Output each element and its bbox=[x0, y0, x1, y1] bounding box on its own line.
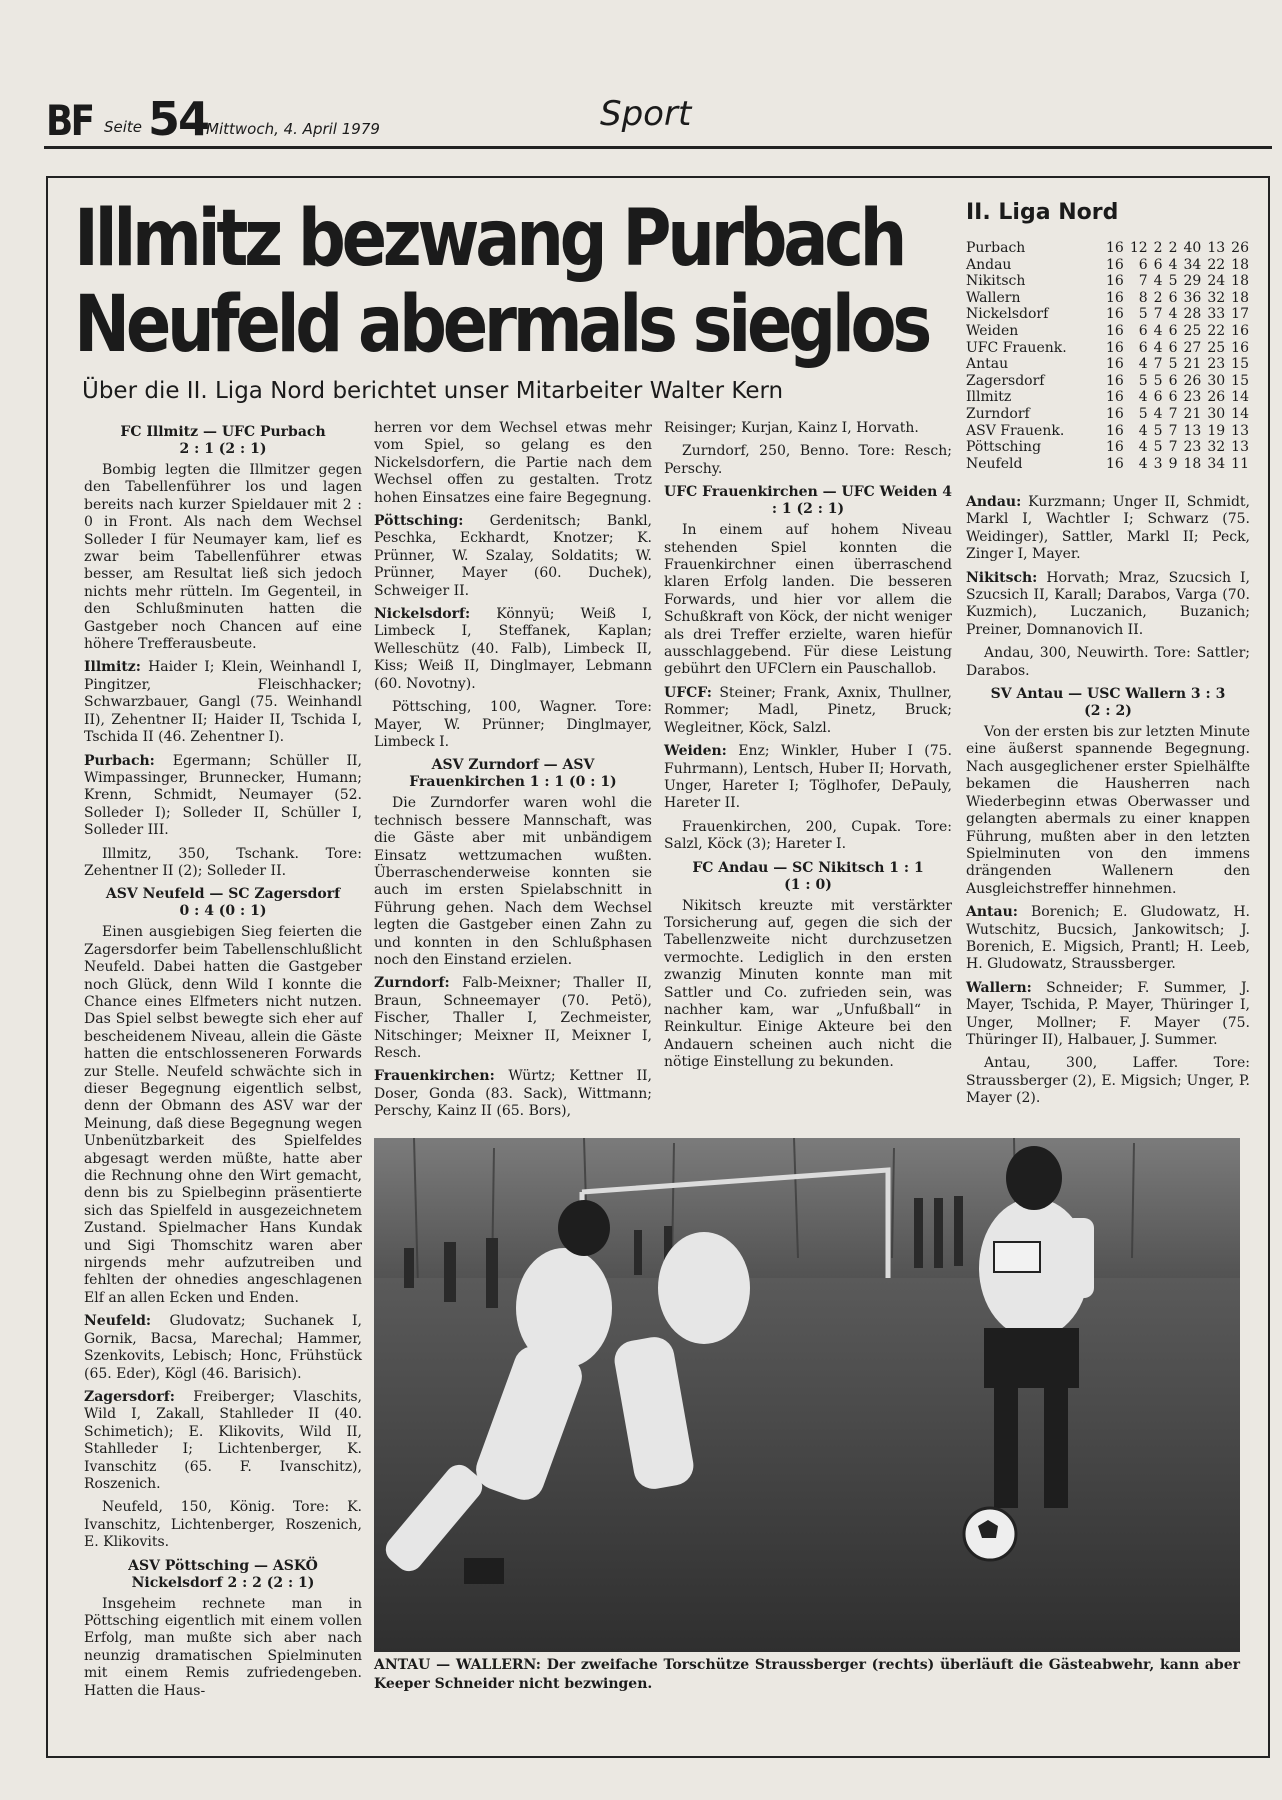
paper-logo: BF bbox=[46, 96, 93, 145]
page-label: Seite bbox=[104, 118, 143, 136]
standings-value: 32 bbox=[1207, 439, 1226, 456]
standings-value: 18 bbox=[1231, 273, 1249, 290]
standings-value: 6 bbox=[1168, 289, 1178, 306]
standings-value: 7 bbox=[1168, 439, 1178, 456]
match-info: Illmitz, 350, Tschank. Tore: Zehentner II (2); Solleder II. bbox=[84, 845, 362, 879]
standings-value: 4 bbox=[1168, 306, 1178, 323]
lineup-players: Enz; Winkler, Huber I (75. Fuhrmann), Lentsch, Huber II; Horvath, Unger, Hareter I; Töglhofer, DePauly, Hareter II. bbox=[664, 743, 953, 812]
standings-value: 4 bbox=[1153, 273, 1163, 290]
headline-line-2: Neufeld abermals sieglos bbox=[74, 280, 928, 370]
lineup-team: Zurndorf: bbox=[374, 975, 450, 992]
masthead bbox=[44, 88, 1274, 148]
standings-value: 4 bbox=[1153, 405, 1163, 422]
lineup bbox=[966, 570, 1250, 640]
standings-value: 26 bbox=[1231, 240, 1249, 256]
standings-value: 6 bbox=[1138, 322, 1148, 339]
standings-value: 8 bbox=[1138, 289, 1148, 306]
standings-value: 16 bbox=[1106, 273, 1124, 290]
match-report: Die Zurndorfer waren wohl die technisch bessere Mannschaft, was die Gäste aber mit unbändigem Einsatz wettzumachen wußten. Überraschenderweise konnten sie auch im ersten Spielabschnitt in Führung gehen. Nach dem Wechsel legten die Gastgeber einen Zahn zu und konnten in den Schlußphasen noch den Einstand erzielen. bbox=[374, 795, 652, 968]
section-title: Sport bbox=[600, 94, 692, 134]
match-report: Insgeheim rechnete man in Pöttsching eigentlich mit einem vollen Erfolg, man mußte sich aber nach neunzig dramatischen Spielminuten mit einem Remis zufriedengeben. Hatten die Haus- bbox=[84, 1595, 362, 1699]
match-photo bbox=[374, 1138, 1240, 1652]
standings-team: Illmitz bbox=[966, 389, 1012, 406]
standings-value: 16 bbox=[1106, 356, 1124, 373]
match-info: Frauenkirchen, 200, Cupak. Tore: Salzl, Köck (3); Hareter I. bbox=[664, 818, 952, 853]
standings-value: 13 bbox=[1231, 422, 1249, 439]
standings-value: 7 bbox=[1153, 356, 1163, 373]
lineup-team: Nikitsch: bbox=[966, 569, 1038, 586]
lineup-players: Egermann; Schüller II, Wimpassinger, Brunnecker, Humann; Krenn, Schmidt, Neumayer (52. Solleder I); Solleder II, Schüller I, Solleder III. bbox=[84, 752, 363, 839]
standings-table bbox=[966, 240, 1249, 472]
standings-team: Pöttsching bbox=[966, 439, 1042, 456]
standings-value: 5 bbox=[1153, 422, 1163, 439]
standings-value: 30 bbox=[1207, 405, 1226, 422]
standings-value: 4 bbox=[1138, 439, 1148, 456]
standings-row bbox=[966, 290, 1249, 307]
lineup-team: Frauenkirchen: bbox=[374, 1068, 495, 1085]
lineup-team: Weiden: bbox=[664, 743, 727, 760]
match-title: SV Antau — USC Wallern 3 : 3 bbox=[990, 686, 1226, 703]
standings-value: 6 bbox=[1168, 372, 1178, 389]
standings-value: 4 bbox=[1168, 256, 1178, 273]
standings-value: 16 bbox=[1106, 322, 1124, 339]
standings-value: 16 bbox=[1106, 439, 1124, 456]
standings-value: 13 bbox=[1207, 240, 1226, 256]
standings-value: 16 bbox=[1106, 405, 1124, 422]
match-title: ASV Pöttsching — ASKÖ Nickelsdorf 2 : 2 (2 : 1) bbox=[128, 1557, 318, 1591]
standings-value: 33 bbox=[1207, 306, 1226, 323]
standings-value: 23 bbox=[1183, 439, 1202, 456]
standings-value: 15 bbox=[1231, 356, 1249, 373]
lineup-team: Andau: bbox=[966, 494, 1022, 510]
standings-value: 5 bbox=[1168, 356, 1178, 373]
standings-team: Nickelsdorf bbox=[966, 306, 1049, 323]
subheadline: Über die II. Liga Nord berichtet unser Mitarbeiter Walter Kern bbox=[82, 378, 784, 404]
standings-team: Wallern bbox=[966, 289, 1021, 306]
lineup-players: Haider I; Klein, Weinhandl I, Pingitzer, Fleischhacker; Schwarzbauer, Gangl (75. Weinhandl II), Zehentner II; Haider II, Tschida I, Tschida II (46. Zehentner I). bbox=[84, 659, 363, 746]
standings-value: 12 bbox=[1129, 240, 1148, 256]
match-heading bbox=[374, 757, 652, 791]
standings-value: 28 bbox=[1183, 306, 1202, 323]
standings-value: 11 bbox=[1231, 455, 1249, 472]
standings-team: ASV Frauenk. bbox=[966, 422, 1065, 439]
standings-value: 16 bbox=[1231, 322, 1249, 339]
standings-value: 9 bbox=[1168, 455, 1178, 472]
column-2 bbox=[374, 420, 652, 1127]
standings-value: 26 bbox=[1207, 389, 1226, 406]
issue-date: Mittwoch, 4. April 1979 bbox=[206, 120, 380, 138]
lineup-players: Kurzmann; Unger II, Schmidt, Markl I, Wachtler I; Schwarz (75. Weidinger), Sattler, Markl II; Peck, Zinger I, Mayer. bbox=[966, 494, 1251, 563]
lineup bbox=[84, 1389, 362, 1493]
photo-caption: ANTAU — WALLERN: Der zweifache Torschütze Straussberger (rechts) überläuft die Gästeabwehr, kann aber Keeper Schneider nicht bezwingen. bbox=[374, 1657, 1240, 1692]
lineup-team: Purbach: bbox=[84, 752, 155, 769]
match-score: 0 : 4 (0 : 1) bbox=[179, 903, 267, 920]
standings-value: 18 bbox=[1183, 455, 1202, 472]
standings-value: 34 bbox=[1207, 455, 1226, 472]
standings-value: 4 bbox=[1153, 322, 1163, 339]
standings-value: 7 bbox=[1153, 306, 1163, 323]
lineup bbox=[966, 980, 1250, 1050]
standings-row bbox=[966, 340, 1249, 357]
lineup-players: Gerdenitsch; Bankl, Peschka, Eckhardt, Knotzer; K. Prünner, W. Szalay, Soldatits; W. Prünner, Mayer (60. Duchek), Schweiger II. bbox=[374, 513, 652, 599]
lineup bbox=[664, 685, 952, 737]
standings-value: 13 bbox=[1183, 422, 1202, 439]
standings-value: 25 bbox=[1183, 322, 1202, 339]
standings-value: 24 bbox=[1207, 273, 1226, 290]
match-report: Einen ausgiebigen Sieg feierten die Zagersdorfer beim Tabellenschlußlicht Neufeld. Dabei hatten die Gastgeber noch Glück, denn Wild I konnte die Chance eines Elfmeters nicht nutzen. Das Spiel selbst bewegte sich eher auf bescheidenem Niveau, allein die Gäste hatten die entschlosseneren Forwards zur Stelle. Neufeld schwächte sich in dieser Begegnung eigentlich selbst, denn der Obmann des ASV war der Meinung, daß diese Begegnung wegen Unbenützbarkeit des Spielfeldes abgesagt werden müßte, hatte aber die Rechnung ohne den Wirt gemacht, denn bis zu Spielbeginn präsentierte sich das Spielfeld in ausgezeichnetem Zustand. Spielmacher Hans Kundak und Sigi Thomschitz waren aber nirgends mehr aufzutreiben und fehlten der ohnedies angeschlagenen Elf an allen Ecken und Enden. bbox=[84, 924, 362, 1306]
lineup-team: Neufeld: bbox=[84, 1313, 152, 1330]
standings-value: 6 bbox=[1168, 389, 1178, 406]
standings-value: 16 bbox=[1106, 372, 1124, 389]
standings-team: Andau bbox=[966, 256, 1012, 273]
lineup-players: Würtz; Kettner II, Doser, Gonda (83. Sack), Wittmann; Perschy, Kainz II (65. Bors), bbox=[374, 1068, 652, 1120]
standings-value: 22 bbox=[1207, 256, 1226, 273]
standings-value: 3 bbox=[1153, 455, 1163, 472]
standings-value: 21 bbox=[1183, 405, 1202, 422]
standings-team: Zagersdorf bbox=[966, 372, 1045, 389]
column-1 bbox=[84, 420, 362, 1706]
standings-value: 7 bbox=[1168, 405, 1178, 422]
column-4 bbox=[966, 494, 1250, 1114]
standings-value: 5 bbox=[1153, 439, 1163, 456]
standings-value: 6 bbox=[1153, 389, 1163, 406]
standings-value: 16 bbox=[1106, 256, 1124, 273]
lineup-continued: Reisinger; Kurjan, Kainz I, Horvath. bbox=[664, 420, 919, 436]
standings-value: 7 bbox=[1168, 422, 1178, 439]
lineup bbox=[966, 494, 1250, 564]
standings-value: 5 bbox=[1138, 405, 1148, 422]
standings-value: 36 bbox=[1183, 289, 1202, 306]
standings-value: 14 bbox=[1231, 405, 1249, 422]
standings-value: 29 bbox=[1183, 273, 1202, 290]
standings-value: 4 bbox=[1138, 356, 1148, 373]
standings-row bbox=[966, 406, 1249, 423]
lineup-players: Borenich; E. Gludowatz, H. Wutschitz, Bucsich, Jankowitsch; J. Borenich, E. Migsich, Prantl; H. Leeb, H. Gludowatz, Straussberger. bbox=[966, 904, 1250, 973]
standings-value: 23 bbox=[1207, 356, 1226, 373]
standings-value: 16 bbox=[1106, 339, 1124, 356]
lineup-players: Schneider; F. Summer, J. Mayer, Tschida, P. Mayer, Thüringer I, Unger, Mollner; F. Mayer (75. Thüringer II), Halbauer, J. Summer. bbox=[966, 979, 1251, 1048]
standings-value: 6 bbox=[1168, 339, 1178, 356]
match-title: FC Andau — SC Nikitsch 1 : 1 bbox=[692, 859, 924, 876]
match-title: ASV Zurndorf — ASV Frauenkirchen 1 : 1 (0 : 1) bbox=[409, 757, 617, 791]
standings-value: 7 bbox=[1138, 273, 1148, 290]
match-info: Zurndorf, 250, Benno. Tore: Resch; Perschy. bbox=[664, 443, 952, 477]
standings-value: 5 bbox=[1138, 372, 1148, 389]
lineup-players: Gludovatz; Suchanek I, Gornik, Bacsa, Marechal; Hammer, Szenkovits, Lebisch; Honc, Frühstück (65. Eder), Kögl (46. Barisich). bbox=[84, 1313, 362, 1382]
match-title: UFC Frauenkirchen — UFC Weiden 4 : 1 (2 : 1) bbox=[664, 484, 952, 518]
standings-value: 5 bbox=[1153, 372, 1163, 389]
match-title: FC Illmitz — UFC Purbach bbox=[120, 424, 326, 440]
standings-row bbox=[966, 456, 1249, 473]
standings-row bbox=[966, 356, 1249, 373]
standings-row bbox=[966, 373, 1249, 390]
match-info: Pöttsching, 100, Wagner. Tore: Mayer, W. Prünner; Dinglmayer, Limbeck I. bbox=[374, 699, 652, 750]
standings-value: 4 bbox=[1138, 422, 1148, 439]
standings-row bbox=[966, 389, 1249, 406]
match-report: In einem auf hohem Niveau stehenden Spiel konnten die Frauenkirchner einen überraschend klaren Erfolg landen. Die besseren Forwards, und hier vor allem die Schußkraft von Köck, der nicht weniger als drei Treffer erzielte, waren hiefür ausschlaggebend. Für diese Leistung gebührt den UFClern ein Pauschallob. bbox=[664, 522, 952, 678]
standings-value: 2 bbox=[1153, 289, 1163, 306]
standings-row bbox=[966, 423, 1249, 440]
lineup-team: Nickelsdorf: bbox=[374, 606, 471, 623]
lineup-players: Steiner; Frank, Axnix, Thullner, Rommer; Madl, Pinetz, Bruck; Wegleitner, Köck, Salzl. bbox=[664, 684, 952, 736]
standings-value: 4 bbox=[1138, 389, 1148, 406]
lineup bbox=[374, 606, 652, 693]
standings-value: 14 bbox=[1231, 389, 1249, 406]
lineup-team: Wallern: bbox=[966, 979, 1032, 996]
lineup-team: Pöttsching: bbox=[374, 513, 464, 530]
match-report: Von der ersten bis zur letzten Minute eine äußerst spannende Begegnung. Nach ausgeglichener erster Spielhälfte bekamen die Hausherren nach Wiederbeginn etwas Oberwasser und gelangten abermals zu einer knappen Führung, mußten aber in den letzten Spielminuten von den immens drängenden Wallenern den Ausgleichstreffer hinnehmen. bbox=[966, 724, 1250, 897]
standings-value: 32 bbox=[1207, 289, 1226, 306]
standings-value: 13 bbox=[1231, 439, 1249, 456]
header-rule bbox=[44, 146, 1272, 149]
headline bbox=[74, 194, 928, 370]
lineup bbox=[664, 743, 952, 813]
standings-value: 40 bbox=[1183, 240, 1202, 256]
standings-value: 34 bbox=[1183, 256, 1202, 273]
standings-value: 6 bbox=[1138, 339, 1148, 356]
standings-value: 22 bbox=[1207, 322, 1226, 339]
standings-row bbox=[966, 323, 1249, 340]
match-heading bbox=[84, 424, 362, 458]
match-score: 2 : 1 (2 : 1) bbox=[179, 441, 267, 457]
lineup-players: Horvath; Mraz, Szucsich I, Szucsich II, Karall; Darabos, Varga (70. Kuzmich), Luczanich, Buzanich; Preiner, Domnanovich II. bbox=[966, 569, 1250, 638]
standings-value: 16 bbox=[1106, 289, 1124, 306]
standings-value: 18 bbox=[1231, 256, 1249, 273]
match-heading bbox=[84, 1558, 362, 1592]
standings-value: 27 bbox=[1183, 339, 1202, 356]
standings-value: 16 bbox=[1106, 455, 1124, 472]
match-info: Andau, 300, Neuwirth. Tore: Sattler; Darabos. bbox=[966, 645, 1250, 679]
page-number: 54 bbox=[148, 92, 209, 146]
standings-value: 26 bbox=[1183, 372, 1202, 389]
standings-row bbox=[966, 240, 1249, 257]
lineup-players: Falb-Meixner; Thaller II, Braun, Schneemayer (70. Petö), Fischer, Thaller I, Zechmeister, Nitschinger; Meixner II, Meixner I, Resch. bbox=[374, 975, 652, 1061]
standings-value: 2 bbox=[1153, 240, 1163, 256]
lineup bbox=[374, 975, 652, 1062]
lineup bbox=[374, 1068, 652, 1120]
match-score: (1 : 0) bbox=[784, 876, 832, 893]
standings-value: 21 bbox=[1183, 356, 1202, 373]
standings-value: 25 bbox=[1207, 339, 1226, 356]
match-heading bbox=[84, 886, 362, 920]
lineup-team: Illmitz: bbox=[84, 659, 141, 676]
standings-value: 2 bbox=[1168, 240, 1178, 256]
lineup bbox=[374, 513, 652, 600]
standings-value: 6 bbox=[1138, 256, 1148, 273]
match-heading bbox=[664, 860, 952, 894]
standings-value: 4 bbox=[1153, 339, 1163, 356]
standings-team: Weiden bbox=[966, 322, 1019, 339]
standings-value: 16 bbox=[1231, 339, 1249, 356]
lineup bbox=[84, 753, 362, 840]
standings-team: Zurndorf bbox=[966, 405, 1030, 422]
standings-value: 5 bbox=[1168, 273, 1178, 290]
lineup-players: Freiberger; Vlaschits, Wild I, Zakall, Stahlleder II (40. Schimetich); E. Klikovits, Wild II, Stahlleder I; Lichtenberger, K. Ivanschitz (65. F. Ivanschitz), Roszenich. bbox=[84, 1388, 362, 1492]
standings-row bbox=[966, 439, 1249, 456]
lineup-team: UFCF: bbox=[664, 684, 712, 701]
lineup-team: Antau: bbox=[966, 904, 1018, 921]
lineup bbox=[84, 1313, 362, 1383]
standings-value: 16 bbox=[1106, 306, 1124, 323]
headline-line-1: Illmitz bezwang Purbach bbox=[74, 194, 904, 284]
match-report-continued: herren vor dem Wechsel etwas mehr vom Spiel, so gelang es den Nickelsdorfern, die Partie nach dem Wechsel offen zu gestalten. Trotz hohen Einsatzes eine faire Begegnung. bbox=[374, 420, 652, 506]
standings-team: Purbach bbox=[966, 240, 1026, 256]
lineup-team: Zagersdorf: bbox=[84, 1388, 175, 1405]
match-title: ASV Neufeld — SC Zagersdorf bbox=[105, 886, 341, 903]
standings-team: Nikitsch bbox=[966, 273, 1026, 290]
standings-team: UFC Frauenk. bbox=[966, 339, 1067, 356]
standings-value: 6 bbox=[1153, 256, 1163, 273]
match-report: Bombig legten die Illmitzer gegen den Tabellenführer los und lagen bereits nach kurzer Spieldauer mit 2 : 0 in Front. Als nach dem Wechsel Solleder I für Neumayer kam, lief es zwar beim Tabellenführer etwas besser, am Resultat ließ sich jedoch nichts mehr rütteln. Im Gegenteil, in den Schlußminuten hatten die Gastgeber noch Chancen auf eine höhere Trefferausbeute. bbox=[84, 462, 362, 653]
standings-team: Antau bbox=[966, 356, 1009, 373]
standings-row bbox=[966, 306, 1249, 323]
column-3 bbox=[664, 420, 952, 1078]
standings-value: 16 bbox=[1106, 240, 1124, 256]
lineup-players: Könnyü; Weiß I, Limbeck I, Steffanek, Kaplan; Welleschütz (40. Falb), Limbeck II, Kiss; Weiß II, Dinglmayer, Lebmann (60. Novotny). bbox=[374, 606, 652, 692]
standings-row bbox=[966, 273, 1249, 290]
football-scene-image bbox=[374, 1138, 1240, 1652]
standings-value: 17 bbox=[1231, 306, 1249, 323]
standings-title: II. Liga Nord bbox=[966, 200, 1119, 225]
standings-value: 6 bbox=[1168, 322, 1178, 339]
lineup bbox=[84, 659, 362, 746]
standings-team: Neufeld bbox=[966, 455, 1023, 472]
match-heading bbox=[664, 484, 952, 518]
standings-value: 18 bbox=[1231, 289, 1249, 306]
standings-value: 23 bbox=[1183, 389, 1202, 406]
match-report: Nikitsch kreuzte mit verstärkter Torsicherung auf, gegen die sich der Tabellenzweite nicht durchzusetzen vermochte. Lediglich in den ersten zwanzig Minuten konnte man mit Sattler und Co. zufrieden sein, was nachher kam, war „Unfußball“ in Reinkultur. Einige Akteure bei den Andauern scheinen auch nicht die nötige Einstellung zu bekunden. bbox=[664, 897, 952, 1071]
standings-value: 4 bbox=[1138, 455, 1148, 472]
match-heading bbox=[966, 686, 1250, 720]
standings-value: 15 bbox=[1231, 372, 1249, 389]
standings-value: 30 bbox=[1207, 372, 1226, 389]
match-info: Neufeld, 150, König. Tore: K. Ivanschitz, Lichtenberger, Roszenich, E. Klikovits. bbox=[84, 1499, 362, 1551]
standings-row bbox=[966, 257, 1249, 274]
match-score: (2 : 2) bbox=[1084, 703, 1132, 720]
standings-value: 5 bbox=[1138, 306, 1148, 323]
standings-value: 19 bbox=[1207, 422, 1226, 439]
standings-value: 16 bbox=[1106, 422, 1124, 439]
lineup bbox=[966, 904, 1250, 974]
standings-value: 16 bbox=[1106, 389, 1124, 406]
match-info: Antau, 300, Laffer. Tore: Straussberger (2), E. Migsich; Unger, P. Mayer (2). bbox=[966, 1055, 1250, 1107]
